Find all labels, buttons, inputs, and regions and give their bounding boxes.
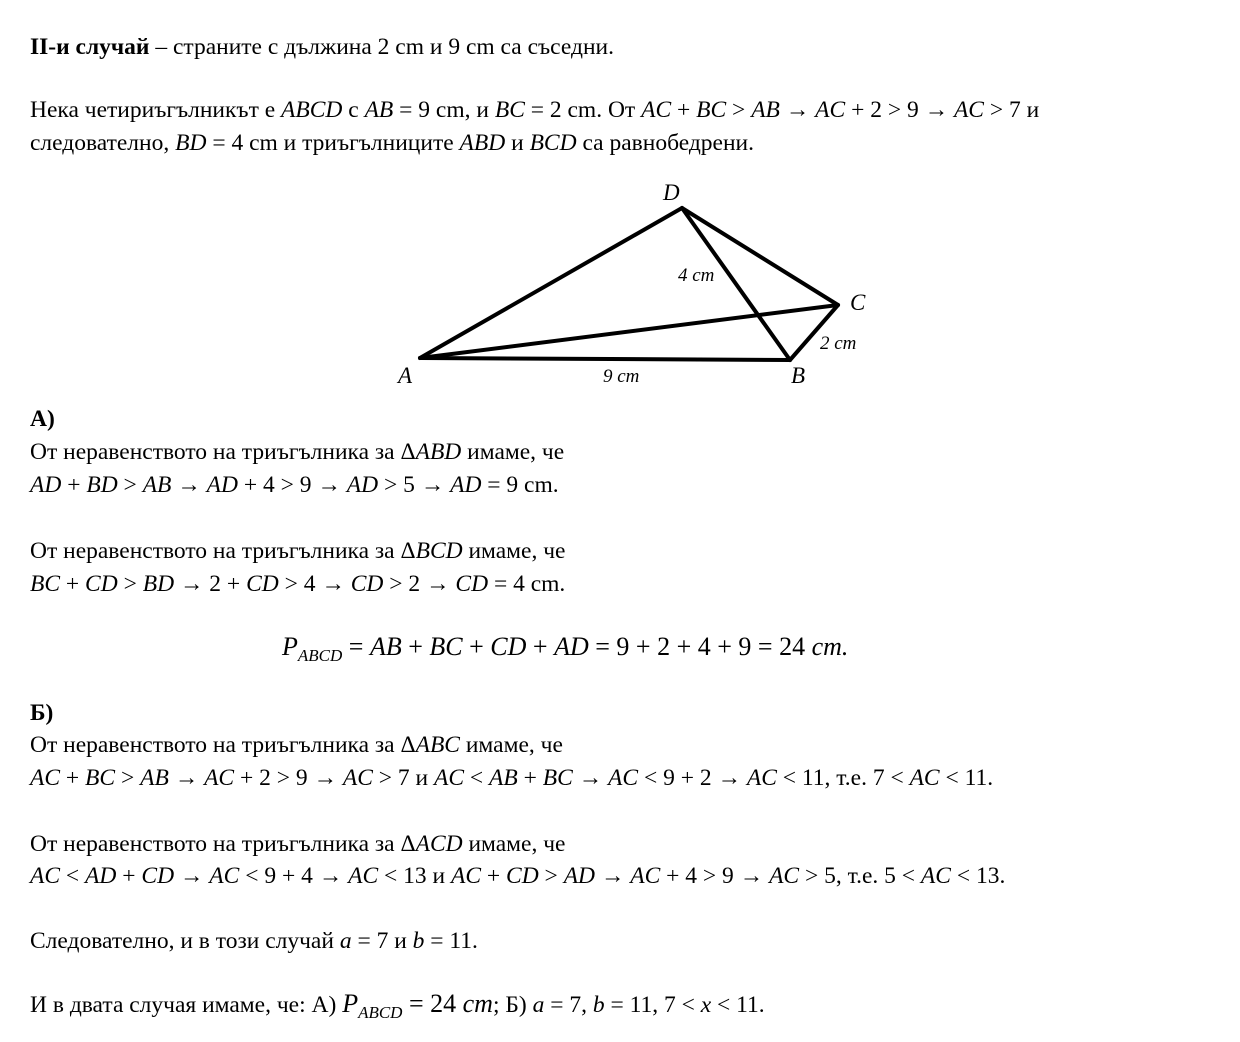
text-segment: + [401, 632, 430, 661]
side-cd [682, 208, 838, 305]
text-segment: II-и случай [30, 34, 150, 60]
math-variable: AC [30, 863, 61, 889]
math-variable: cm. [811, 632, 849, 661]
text-segment: < 11, т.е. 7 < [776, 765, 910, 791]
math-variable: CD [490, 632, 527, 661]
vertex-a-label: A [398, 363, 413, 388]
subscript: ABCD [358, 1003, 403, 1022]
text-segment: ; Б) [492, 992, 533, 1018]
math-variable: AC [342, 765, 373, 791]
math-variable: BC [429, 632, 463, 661]
math-variable: CD [246, 571, 279, 597]
math-variable: AC [909, 765, 940, 791]
text-segment: От неравенството на триъгълника за Δ [30, 831, 416, 857]
text-segment: < 13 и [378, 863, 451, 889]
vertex-c-label: C [850, 290, 866, 315]
math-variable: CD [85, 571, 118, 597]
text-segment: > 4 → [278, 571, 351, 597]
text-segment: > 5 → [378, 472, 451, 498]
text-segment: От неравенството на триъгълника за Δ [30, 732, 416, 758]
vertex-d-label: D [663, 180, 680, 205]
math-variable: BC [696, 97, 727, 123]
text-segment: От неравенството на триъгълника за Δ [30, 538, 416, 564]
text-segment: → [779, 97, 816, 123]
math-variable: x [700, 992, 712, 1018]
math-variable: BD [175, 130, 207, 156]
math-variable: AC [769, 863, 800, 889]
text-segment: = 4 cm и триъгълниците [206, 130, 460, 156]
vertex-b-label: B [791, 363, 806, 388]
text-segment: = 9 cm. [481, 472, 559, 498]
math-variable: CD [455, 571, 489, 597]
math-variable: BC [30, 571, 61, 597]
math-variable: AD [554, 632, 589, 661]
text-segment: От неравенството на триъгълника за Δ [30, 439, 416, 465]
text-segment: → [595, 863, 631, 889]
text-segment: < [60, 863, 86, 889]
text-segment: + [671, 97, 697, 123]
text-segment: имаме, че [462, 831, 566, 857]
math-variable: ABCD [281, 97, 343, 123]
text-segment: – страните с дължина 2 cm и 9 cm са съседни. [149, 34, 614, 60]
math-variable: AD [450, 472, 482, 498]
math-variable: a [339, 928, 352, 954]
math-variable: CD [506, 863, 539, 889]
text-segment: А) [30, 406, 55, 432]
text-segment: + [462, 632, 491, 661]
text-segment: < 11. [711, 992, 765, 1018]
text-segment: < [464, 765, 490, 791]
text-segment: + [526, 632, 555, 661]
math-variable: BC [494, 97, 525, 123]
text-segment: = 24 [402, 989, 463, 1018]
math-variable: AC [433, 765, 465, 791]
math-variable: BD [86, 472, 118, 498]
math-variable: ABD [459, 130, 506, 156]
math-variable: P [282, 632, 298, 661]
text-segment: > [726, 97, 752, 123]
math-variable: AB [140, 765, 169, 791]
math-variable: BD [142, 571, 175, 597]
text-segment: < 13. [950, 863, 1006, 889]
text-segment: > 5, т.е. 5 < [799, 863, 921, 889]
math-variable: AC [953, 97, 984, 123]
text-segment: + 4 > 9 → [660, 863, 770, 889]
math-variable: BC [542, 765, 573, 791]
math-variable: AB [751, 97, 780, 123]
text-segment: = 11. [424, 928, 478, 954]
math-variable: AD [85, 863, 117, 889]
side-ab [420, 358, 790, 360]
math-variable: cm [462, 989, 493, 1018]
text-segment: → 2 + [174, 571, 247, 597]
text-segment: имаме, че [459, 732, 563, 758]
math-variable: ABC [415, 732, 460, 758]
text-segment: = 7, [544, 992, 593, 1018]
text-segment: + 4 > 9 → [237, 472, 347, 498]
text-segment: = 2 cm. От [524, 97, 642, 123]
math-variable: AC [204, 765, 235, 791]
bc-length-label: 2 cm [820, 333, 857, 354]
ab-length-label: 9 cm [603, 366, 640, 387]
side-da [420, 208, 682, 358]
math-variable: AB [364, 97, 394, 123]
text-segment: с [342, 97, 365, 123]
text-segment: + 2 > 9 → [845, 97, 954, 123]
text-segment: > 7 и [983, 97, 1040, 123]
text-segment: = [342, 632, 370, 661]
text-segment: → [572, 765, 609, 791]
math-variable: AD [30, 472, 62, 498]
text-segment: < 9 + 4 → [239, 863, 349, 889]
text-segment: > 7 и [372, 765, 434, 791]
math-variable: b [592, 992, 605, 1018]
text-segment: > [538, 863, 564, 889]
math-variable: CD [350, 571, 384, 597]
subscript: ABCD [297, 646, 343, 665]
text-segment: и [505, 130, 530, 156]
diagonal-ac [420, 305, 838, 358]
math-variable: CD [141, 863, 175, 889]
math-variable: AC [630, 863, 661, 889]
text-segment: > [117, 472, 143, 498]
text-segment: + [60, 571, 86, 597]
text-segment: → [168, 765, 205, 791]
math-variable: BCD [415, 538, 463, 564]
text-segment: + 2 > 9 → [234, 765, 343, 791]
math-variable: AC [30, 765, 61, 791]
math-variable: AC [608, 765, 639, 791]
text-segment: > [117, 571, 143, 597]
text-segment: Нека четириъгълникът е [30, 97, 282, 123]
text-segment: Б) [30, 700, 54, 726]
text-segment: < 11. [939, 765, 994, 791]
text-segment: > 2 → [383, 571, 456, 597]
text-segment: са равнобедрени. [576, 130, 754, 156]
math-variable: AB [489, 765, 518, 791]
math-variable: AD [346, 472, 379, 498]
math-variable: AB [142, 472, 172, 498]
text-segment: = 7 и [351, 928, 413, 954]
text-segment: следователно, [30, 130, 176, 156]
math-variable: AC [209, 863, 240, 889]
math-variable: AC [815, 97, 846, 123]
math-variable: AD [206, 472, 238, 498]
text-segment: = 11, 7 < [604, 992, 701, 1018]
math-variable: AC [641, 97, 672, 123]
math-variable: AC [450, 863, 481, 889]
math-variable: b [412, 928, 425, 954]
math-variable: P [342, 989, 359, 1018]
text-segment: имаме, че [462, 538, 566, 564]
math-variable: AB [369, 632, 402, 661]
text-segment: + [481, 863, 507, 889]
math-variable: BCD [529, 130, 577, 156]
text-segment: = 9 cm, и [393, 97, 495, 123]
bd-length-label: 4 cm [678, 265, 715, 286]
text-segment: имаме, че [461, 439, 565, 465]
math-variable: AC [746, 765, 777, 791]
text-segment: И в двата случая имаме, че: А) [30, 992, 343, 1018]
text-segment: Следователно, и в този случай [30, 928, 340, 954]
math-variable: ACD [415, 831, 463, 857]
math-variable: AC [920, 863, 951, 889]
math-variable: a [532, 992, 545, 1018]
text-segment: + [116, 863, 142, 889]
math-variable: AC [348, 863, 379, 889]
text-segment: → [171, 472, 207, 498]
math-variable: BC [85, 765, 116, 791]
text-segment: → [174, 863, 210, 889]
text-segment: + [61, 472, 87, 498]
text-segment: + [517, 765, 543, 791]
math-variable: AD [563, 863, 596, 889]
text-segment: + [60, 765, 86, 791]
text-segment: = 9 + 2 + 4 + 9 = 24 [588, 632, 812, 661]
text-segment: > [115, 765, 141, 791]
text-segment: < 9 + 2 → [638, 765, 747, 791]
math-variable: ABD [415, 439, 462, 465]
text-segment: = 4 cm. [488, 571, 566, 597]
